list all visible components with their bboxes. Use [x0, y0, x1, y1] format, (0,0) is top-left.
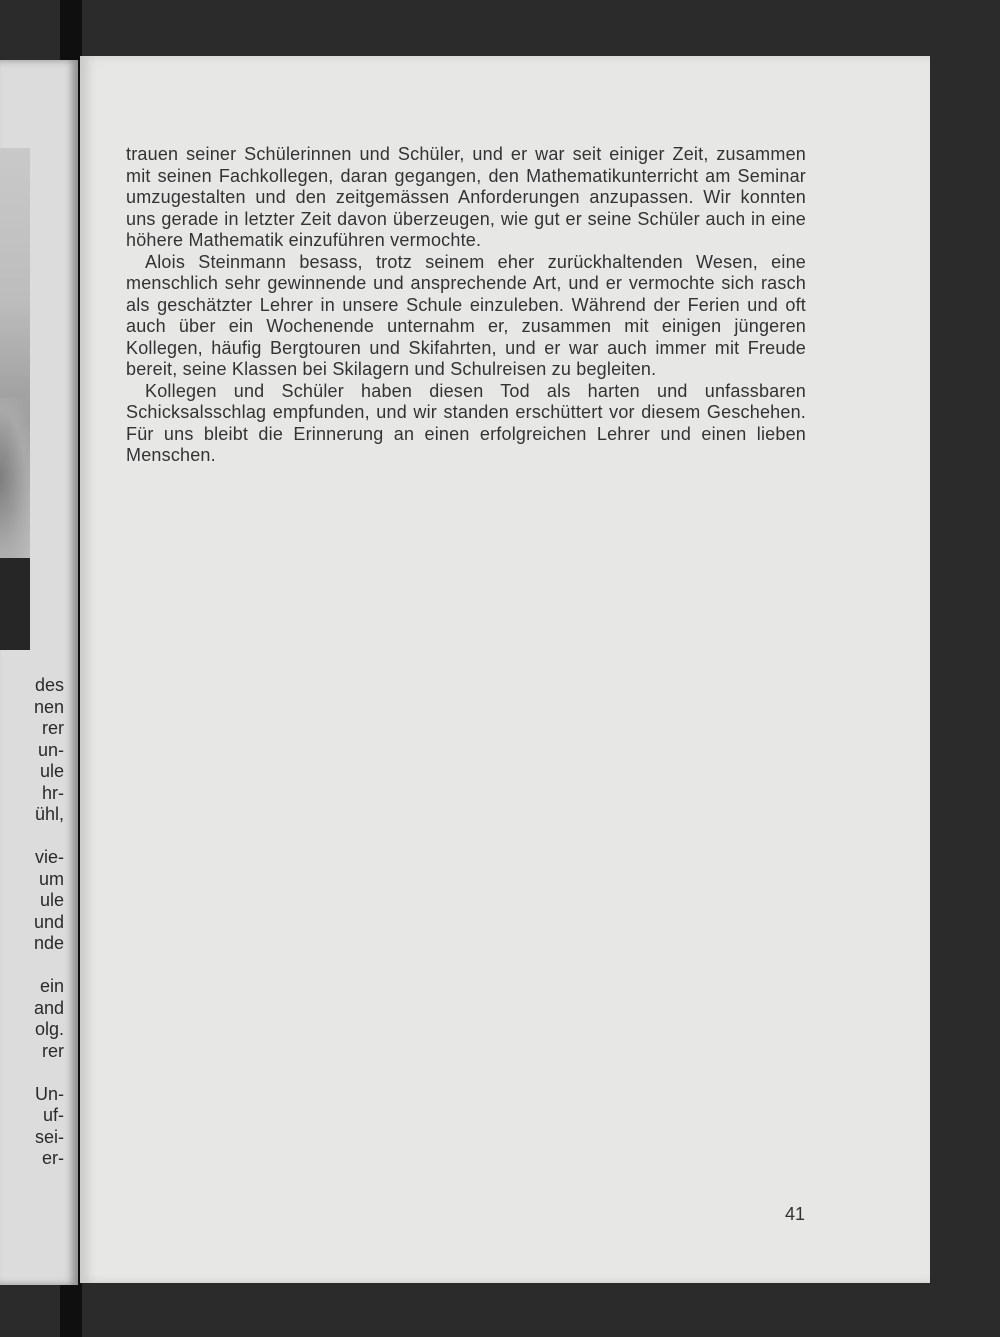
left-page-text-fragments: [0, 675, 64, 1170]
left-fragment: er-: [42, 1148, 64, 1168]
paragraph: trauen seiner Schülerinnen und Schüler, und er war seit einiger Zeit, zusammen mit seinen Fachkollegen, daran gegangen, den Mathematikunterricht am Seminar umzugestalten und den zeitgemässen Anforderungen anzupassen. Wir konnten uns gerade in letzter Zeit davon überzeugen, wie gut er seine Schüler auch in eine höhere Mathematik einzuführen vermochte.: [126, 144, 806, 250]
right-page: [80, 56, 930, 1283]
left-fragment: ule: [39, 890, 64, 910]
left-fragment: sei-: [34, 1126, 64, 1147]
left-fragment: Un-: [34, 1083, 64, 1104]
left-fragment: and: [33, 997, 64, 1018]
left-fragment: ein: [39, 976, 64, 996]
left-fragment: ühl,: [34, 804, 64, 824]
left-fragment: uf-: [42, 1105, 64, 1125]
page-number: 41: [784, 1204, 805, 1224]
left-fragment: rer: [42, 1040, 64, 1061]
left-fragment: um: [38, 868, 64, 889]
left-fragment: nde: [33, 933, 64, 953]
paragraph: Alois Steinmann besass, trotz seinem eher zurückhaltenden Wesen, eine menschlich sehr gewinnende und ansprechende Art, und er vermochte sich rasch als geschätzter Lehrer in unsere Schule einzuleben. Während der Ferien und oft auch über ein Wochenende unternahm er, zusammen mit einigen jüngeren Kollegen, häufig Bergtouren und Skifahrten, und er war auch immer mit Freude bereit, seine Klassen bei Skilagern und Schulreisen zu begleiten.: [126, 251, 806, 379]
left-fragment: hr-: [42, 782, 64, 803]
left-fragment: olg.: [34, 1019, 64, 1039]
left-fragment: rer: [42, 718, 64, 738]
paragraph: Kollegen und Schüler haben diesen Tod als harten und unfassbaren Schicksalsschlag empfunden, und wir standen erschüttert vor diesem Geschehen. Für uns bleibt die Erinnerung an einen erfolgreichen Lehrer und einen lieben Menschen.: [126, 380, 806, 465]
left-page: [0, 60, 78, 1285]
left-fragment: vie-: [34, 847, 64, 867]
left-fragment: un-: [37, 739, 64, 760]
body-text: [126, 144, 806, 467]
left-fragment: ule: [39, 761, 64, 781]
photo-dark-area: [0, 558, 30, 650]
left-fragment: des: [34, 675, 64, 695]
portrait-photo-edge: [0, 148, 30, 650]
left-fragment: nen: [33, 696, 64, 717]
photo-shading: [0, 398, 30, 558]
left-fragment: und: [33, 911, 64, 932]
